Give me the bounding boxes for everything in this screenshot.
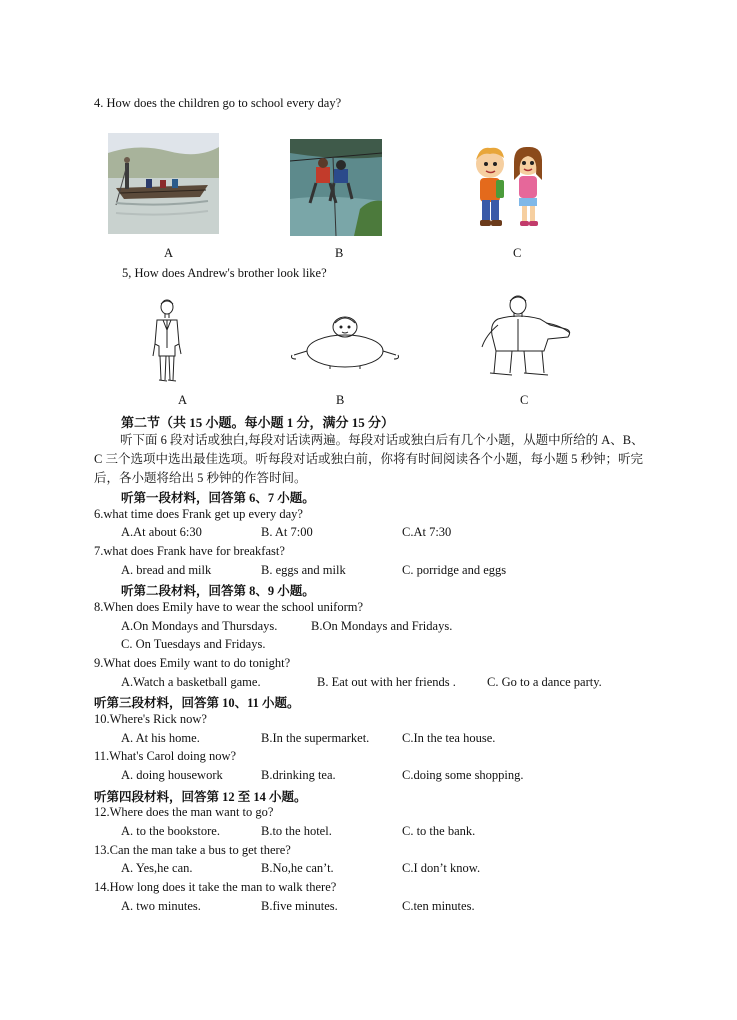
q13-option-c: C.I don’t know. <box>402 861 481 875</box>
q4-image-c-walking-kids <box>466 144 554 232</box>
q9-option-c: C. Go to a dance party. <box>487 675 602 689</box>
q5-image-a-thin-man <box>145 298 189 384</box>
q4-label-b: B <box>335 246 344 260</box>
q13-option-b: B.No,he can’t. <box>261 861 334 875</box>
section2-heading: 第二节（共 15 小题。每小题 1 分，满分 15 分） <box>121 415 395 430</box>
q12-option-b: B.to the hotel. <box>261 824 332 838</box>
q14-option-b: B.five minutes. <box>261 899 338 913</box>
q10-stem: 10.Where's Rick now? <box>94 712 207 726</box>
q4-label-c: C <box>513 246 522 260</box>
section2-instructions: 听下面 6 段对话或独白,每段对话读两遍。每段对话或独白后有几个小题，从题中所给的 A、B、C 三个选项中选出最佳选项。听每段对话或独白前，你将有时间阅读各个小题，每小题 5 秒钟；听完后，各小题将给出 5 秒钟的作答时间。 <box>94 433 644 485</box>
q13-stem: 13.Can the man take a bus to get there? <box>94 843 291 857</box>
q5-label-c: C <box>520 393 529 407</box>
passage1-heading: 听第一段材料，回答第 6、7 小题。 <box>121 491 315 505</box>
q11-option-a: A. doing housework <box>121 768 223 782</box>
q6-option-c: C.At 7:30 <box>402 525 452 539</box>
q7-option-b: B. eggs and milk <box>261 563 346 577</box>
q11-option-c: C.doing some shopping. <box>402 768 524 782</box>
q6-stem: 6.what time does Frank get up every day? <box>94 507 303 521</box>
passage3-heading: 听第三段材料，回答第 10、11 小题。 <box>94 696 300 710</box>
q6-option-a: A.At about 6:30 <box>121 525 202 539</box>
q14-option-a: A. two minutes. <box>121 899 201 913</box>
q12-stem: 12.Where does the man want to go? <box>94 805 274 819</box>
q8-option-c: C. On Tuesdays and Fridays. <box>121 637 266 651</box>
q8-option-b: B.On Mondays and Fridays. <box>311 619 453 633</box>
q8-stem: 8.When does Emily have to wear the school uniform? <box>94 600 364 614</box>
passage2-heading: 听第二段材料，回答第 8、9 小题。 <box>121 584 315 598</box>
q13-option-a: A. Yes,he can. <box>121 861 193 875</box>
q5-question: 5, How does Andrew's brother look like? <box>122 266 327 280</box>
passage4-heading: 听第四段材料，回答第 12 至 14 小题。 <box>94 790 307 804</box>
q10-option-a: A. At his home. <box>121 731 200 745</box>
q7-stem: 7.what does Frank have for breakfast? <box>94 544 285 558</box>
q11-option-b: B.drinking tea. <box>261 768 336 782</box>
q8-option-a: A.On Mondays and Thursdays. <box>121 619 278 633</box>
q5-label-b: B <box>336 393 345 407</box>
q10-option-c: C.In the tea house. <box>402 731 496 745</box>
q7-option-a: A. bread and milk <box>121 563 212 577</box>
q9-option-b: B. Eat out with her friends . <box>317 675 456 689</box>
q11-stem: 11.What's Carol doing now? <box>94 749 237 763</box>
q12-option-c: C. to the bank. <box>402 824 476 838</box>
q12-option-a: A. to the bookstore. <box>121 824 220 838</box>
q4-label-a: A <box>164 246 174 260</box>
q9-option-a: A.Watch a basketball game. <box>121 675 261 689</box>
q5-image-c-stout-man <box>478 295 576 377</box>
q5-image-b-fat-man <box>290 315 400 369</box>
q5-label-a: A <box>178 393 188 407</box>
q9-stem: 9.What does Emily want to do tonight? <box>94 656 291 670</box>
q6-option-b: B. At 7:00 <box>261 525 313 539</box>
q14-option-c: C.ten minutes. <box>402 899 475 913</box>
q4-image-a-boat <box>108 133 219 234</box>
q10-option-b: B.In the supermarket. <box>261 731 370 745</box>
q14-stem: 14.How long does it take the man to walk there? <box>94 880 337 894</box>
q4-question: 4. How does the children go to school every day? <box>94 96 342 110</box>
q7-option-c: C. porridge and eggs <box>402 563 507 577</box>
q4-image-b-zipline <box>290 139 382 236</box>
